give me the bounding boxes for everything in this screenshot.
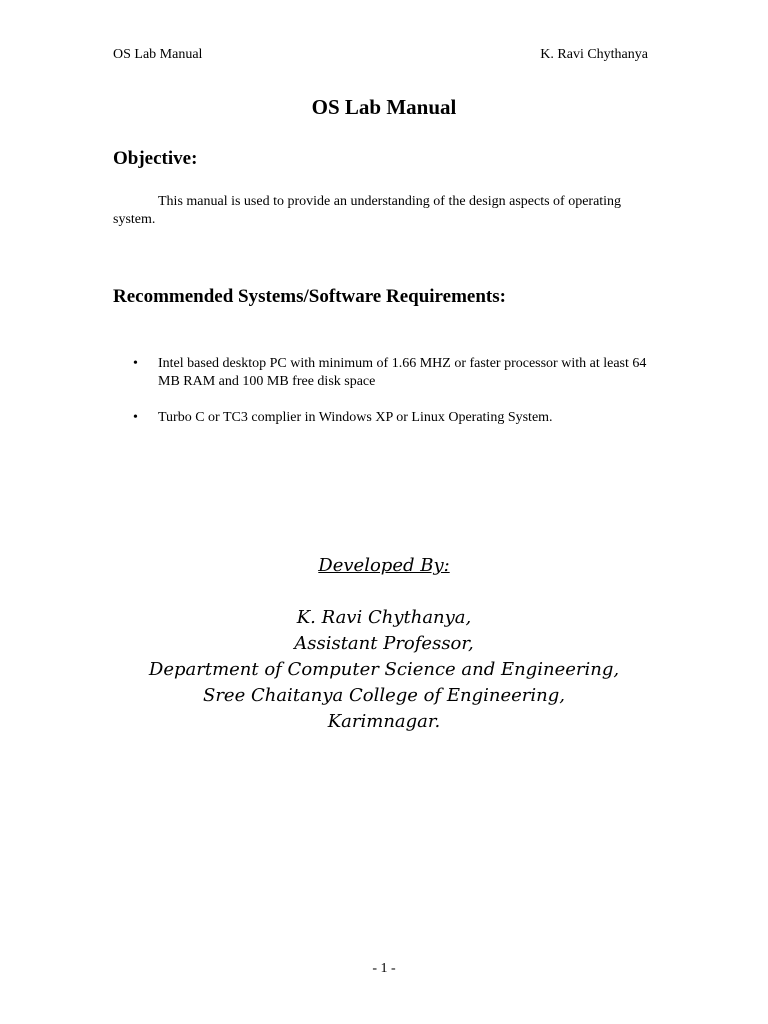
bullet-icon: •	[133, 410, 138, 425]
requirement-text: Intel based desktop PC with minimum of 1.66 MHZ or faster processor with at least 64 MB RAM and 100 MB free disk space	[158, 356, 647, 389]
credits-block	[0, 553, 768, 735]
requirement-item	[113, 409, 653, 427]
author-department: Department of Computer Science and Engineering,	[148, 659, 620, 680]
document-title: OS Lab Manual	[311, 95, 457, 119]
requirement-item	[113, 355, 653, 391]
developed-by-heading: Developed By:	[318, 555, 450, 576]
objective-paragraph: This manual is used to provide an understanding of the design aspects of operating system.	[113, 194, 622, 227]
header-left-text: OS Lab Manual	[113, 47, 203, 62]
author-city: Karimnagar.	[327, 711, 441, 732]
bullet-icon: •	[133, 356, 138, 371]
objective-heading: Objective:	[113, 148, 198, 169]
author-college: Sree Chaitanya College of Engineering,	[203, 685, 565, 706]
author-designation: Assistant Professor,	[294, 633, 474, 654]
page-number: - 1 -	[372, 961, 396, 976]
author-name: K. Ravi Chythanya,	[296, 607, 472, 628]
requirements-heading: Recommended Systems/Software Requirements:	[113, 286, 506, 307]
header-right-text: K. Ravi Chythanya	[540, 47, 648, 62]
requirement-text: Turbo C or TC3 complier in Windows XP or Linux Operating System.	[158, 410, 553, 425]
requirements-list	[113, 355, 653, 445]
